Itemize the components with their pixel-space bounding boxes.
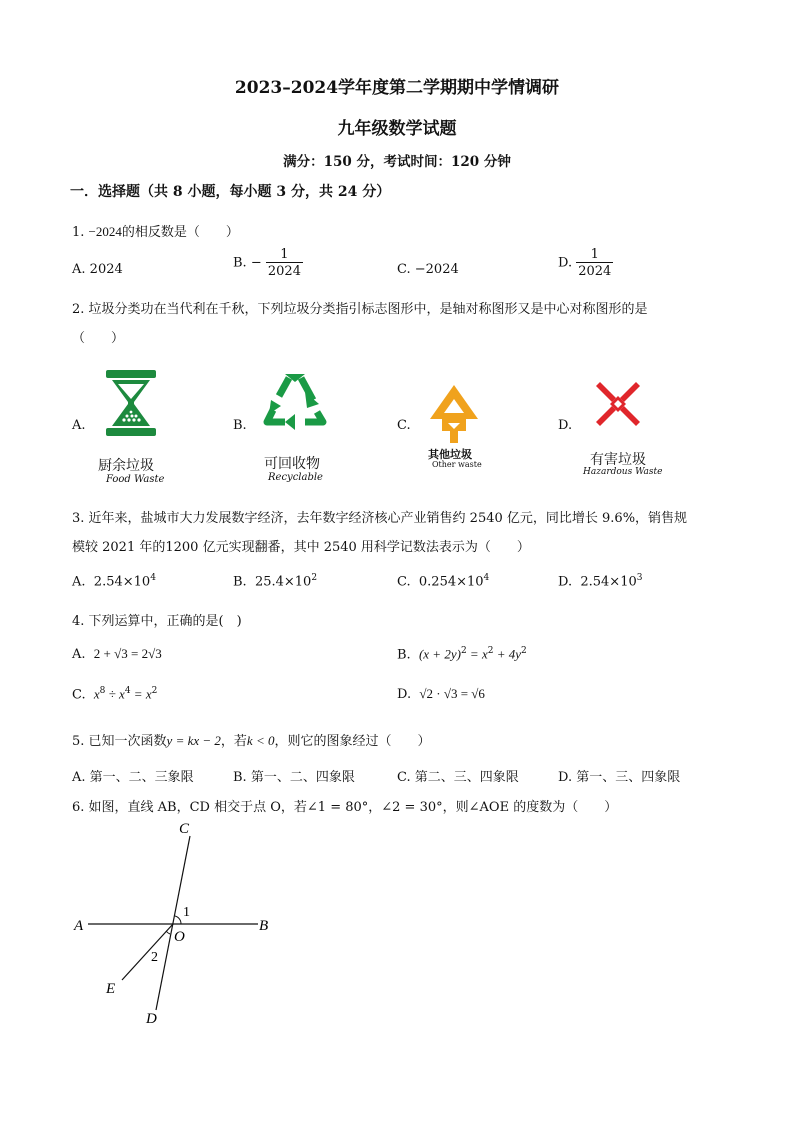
option-b-label[interactable]: B. bbox=[233, 418, 247, 433]
option-value: 2.54×10 bbox=[93, 574, 151, 590]
question-5 bbox=[72, 730, 430, 749]
option-label: C. bbox=[397, 262, 411, 277]
option-b[interactable] bbox=[233, 248, 303, 278]
option-label: D. bbox=[558, 255, 573, 271]
math-expression: (x + 2y) bbox=[418, 646, 461, 662]
option-b[interactable] bbox=[397, 646, 527, 662]
math-expression: √2 · √3 = √6 bbox=[419, 686, 485, 701]
food-waste-icon bbox=[103, 368, 159, 438]
other-waste-caption: 其他垃圾 bbox=[428, 448, 472, 461]
math-expression: −2024 bbox=[88, 224, 122, 239]
option-c[interactable] bbox=[397, 262, 459, 277]
option-label: C. bbox=[72, 687, 86, 703]
point-c-label: C bbox=[179, 821, 190, 837]
angle-1-arc bbox=[175, 916, 181, 924]
exponent: 4 bbox=[124, 686, 131, 696]
question-1 bbox=[72, 221, 239, 240]
option-d[interactable] bbox=[558, 573, 642, 589]
option-d-label[interactable]: D. bbox=[558, 418, 573, 433]
math-expression: k < 0 bbox=[246, 733, 275, 748]
question-text: ，若 bbox=[220, 734, 247, 749]
option-b[interactable]: B. 第一、二、四象限 bbox=[233, 770, 355, 785]
question-text: 5. 已知一次函数 bbox=[72, 734, 167, 749]
option-label: B. bbox=[233, 255, 247, 271]
fraction-numerator: 1 bbox=[576, 248, 613, 263]
point-d-label: D bbox=[146, 1011, 157, 1027]
math-expression: 2 + √3 = 2√3 bbox=[93, 646, 162, 661]
exponent: 2 bbox=[311, 573, 318, 583]
food-waste-caption-en: Food Waste bbox=[106, 474, 165, 485]
fraction-numerator: 1 bbox=[266, 248, 303, 263]
recycle-icon bbox=[259, 370, 331, 436]
question-number: 1. bbox=[72, 225, 85, 240]
question-6-text: 6. 如图，直线 AB，CD 相交于点 O，若∠1 = 80°，∠2 = 30°，则∠AOE 的度数为（ ） bbox=[72, 800, 618, 815]
option-d[interactable] bbox=[397, 686, 485, 702]
exponent: 2 bbox=[460, 646, 467, 656]
hazardous-caption: 有害垃圾 bbox=[590, 452, 646, 468]
point-e-label: E bbox=[106, 981, 116, 997]
option-c-label[interactable]: C. bbox=[397, 418, 411, 433]
option-a[interactable] bbox=[72, 646, 162, 662]
question-2-text: 2. 垃圾分类功在当代利在千秋，下列垃圾分类指引标志图形中，是轴对称图形又是中心对称图形的是 bbox=[72, 302, 648, 317]
exam-subtitle: 九年级数学试题 bbox=[337, 119, 457, 139]
option-label: B. bbox=[233, 574, 247, 590]
exam-meta: 满分：150 分，考试时间：120 分钟 bbox=[283, 154, 511, 170]
option-c[interactable] bbox=[72, 686, 157, 702]
exponent: 2 bbox=[521, 646, 527, 656]
question-text: ，则它的图象经过（ ） bbox=[274, 734, 431, 749]
other-waste-caption-en: Other waste bbox=[432, 460, 482, 469]
food-waste-caption: 厨余垃圾 bbox=[98, 458, 154, 474]
point-o-label: O bbox=[174, 929, 185, 945]
hazardous-caption-en: Hazardous Waste bbox=[583, 467, 663, 477]
question-2-paren: （ ） bbox=[72, 331, 125, 346]
exam-title: 2023–2024学年度第二学期期中学情调研 bbox=[234, 78, 560, 98]
question-4-text: 4. 下列运算中，正确的是( ) bbox=[72, 614, 242, 629]
math-expression: + 4y bbox=[493, 646, 521, 662]
fraction-denominator: 2024 bbox=[578, 264, 612, 279]
option-label: D. bbox=[397, 687, 412, 702]
fraction bbox=[576, 248, 613, 278]
line-cd bbox=[156, 836, 190, 1010]
option-value: 0.254×10 bbox=[418, 574, 484, 590]
exponent: 2 bbox=[487, 646, 494, 656]
option-value: −2024 bbox=[414, 262, 459, 277]
angle-2-label: 2 bbox=[151, 950, 158, 965]
option-d[interactable]: D. 第一、三、四象限 bbox=[558, 770, 681, 785]
option-value: 25.4×10 bbox=[254, 574, 312, 590]
angle-1-label: 1 bbox=[183, 905, 190, 920]
geometry-figure bbox=[66, 818, 286, 1033]
option-label: A. bbox=[72, 647, 86, 662]
math-expression: y = kx − 2 bbox=[166, 733, 221, 748]
option-a[interactable] bbox=[72, 262, 123, 277]
option-value: 2024 bbox=[89, 262, 123, 277]
option-a[interactable]: A. 第一、二、三象限 bbox=[72, 770, 194, 785]
other-waste-icon bbox=[428, 383, 480, 445]
option-value: 2.54×10 bbox=[580, 574, 637, 590]
option-a[interactable] bbox=[72, 573, 156, 589]
math-expression: x bbox=[93, 686, 100, 702]
point-a-label: A bbox=[74, 918, 84, 934]
question-text: 的相反数是（ ） bbox=[121, 225, 239, 240]
exponent: 4 bbox=[150, 573, 156, 583]
question-3-line2: 模较 2021 年的1200 亿元实现翻番，其中 2540 用科学记数法表示为（ ） bbox=[72, 540, 530, 555]
point-b-label: B bbox=[259, 918, 269, 934]
minus-sign: − bbox=[250, 255, 262, 271]
exponent: 8 bbox=[99, 686, 106, 696]
question-3-line1: 3. 近年来，盐城市大力发展数字经济，去年数字经济核心产业销售约 2540 亿元，同比增长 9.6%，销售规 bbox=[72, 511, 688, 526]
fraction-denominator: 2024 bbox=[267, 264, 301, 279]
option-b[interactable] bbox=[233, 573, 317, 589]
ray-oe bbox=[122, 924, 173, 980]
fraction bbox=[266, 248, 303, 278]
math-expression: = x bbox=[466, 646, 488, 662]
option-a-label[interactable]: A. bbox=[72, 418, 86, 433]
exponent: 3 bbox=[636, 573, 643, 583]
math-expression: ÷ x bbox=[105, 686, 125, 702]
exponent: 2 bbox=[151, 686, 158, 696]
option-label: C. bbox=[397, 574, 411, 590]
option-d[interactable] bbox=[558, 248, 613, 278]
section-heading: 一．选择题（共 8 小题，每小题 3 分，共 24 分） bbox=[70, 184, 391, 200]
option-c[interactable] bbox=[397, 573, 489, 589]
option-label: A. bbox=[72, 262, 86, 277]
option-label: D. bbox=[558, 574, 573, 590]
math-expression: = x bbox=[130, 686, 152, 702]
exponent: 4 bbox=[483, 573, 490, 583]
hazardous-waste-icon bbox=[592, 378, 644, 430]
recyclable-caption: 可回收物 bbox=[264, 456, 320, 472]
angle-2-arc bbox=[166, 931, 170, 934]
option-label: B. bbox=[397, 647, 411, 663]
option-c[interactable]: C. 第二、三、四象限 bbox=[397, 770, 519, 785]
option-label: A. bbox=[72, 574, 86, 590]
recyclable-caption-en: Recyclable bbox=[268, 472, 323, 483]
